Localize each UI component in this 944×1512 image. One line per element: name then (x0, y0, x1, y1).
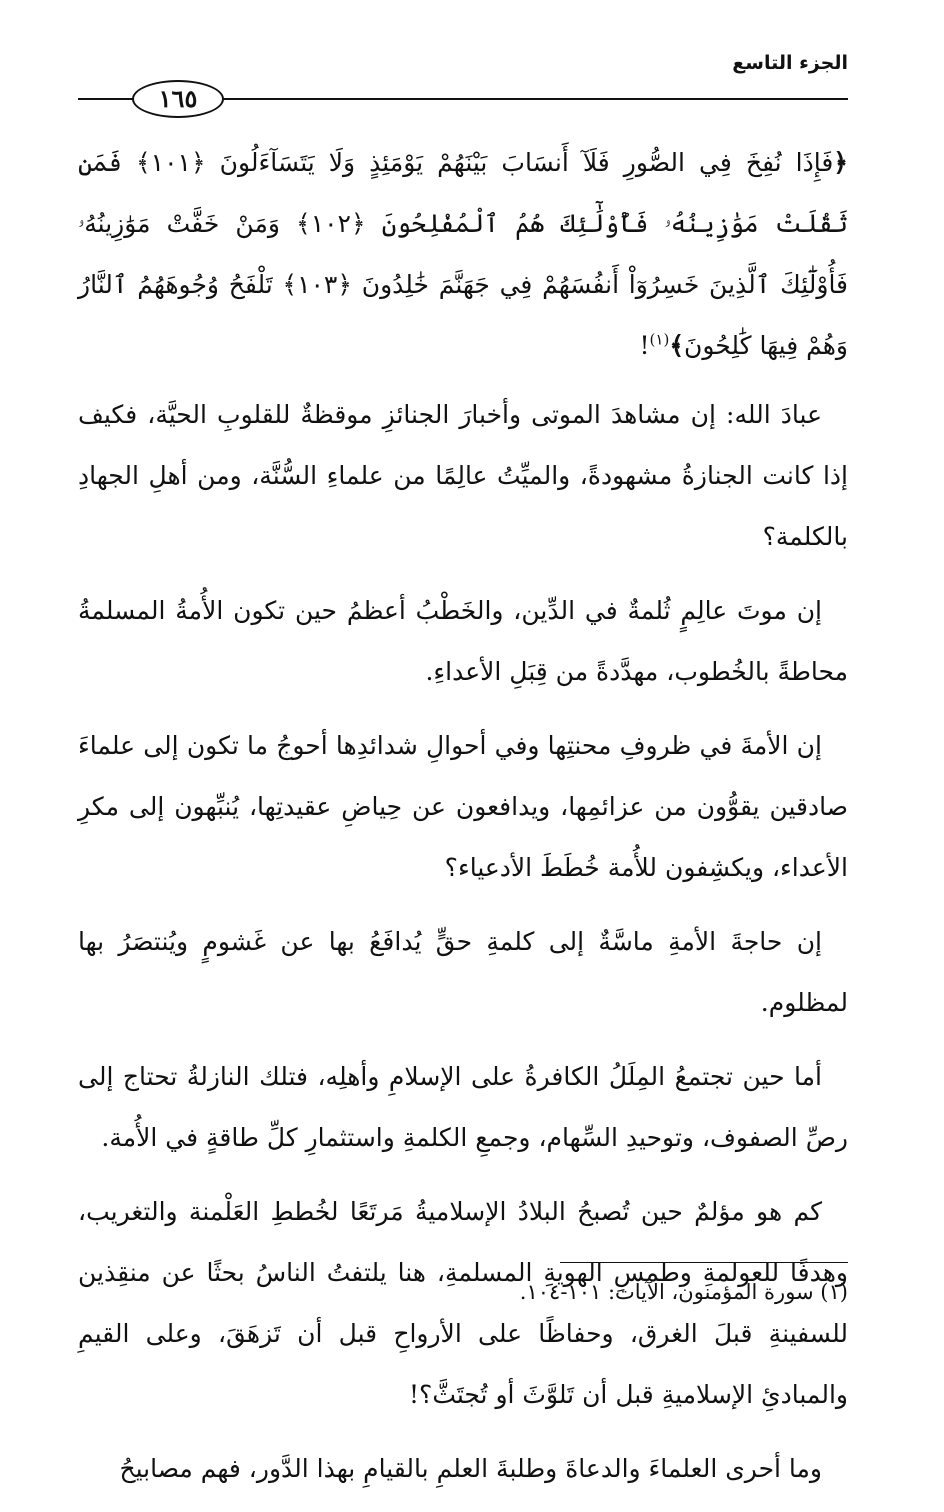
paragraph: إن حاجةَ الأمةِ ماسَّةٌ إلى كلمةِ حقٍّ يُدافَعُ بها عن غَشومٍ ويُنتصَرُ بها لمظلوم. (78, 927, 848, 1017)
paragraph: عبادَ الله: إن مشاهدَ الموتى وأخبارَ الجنائزِ موقظةٌ للقلوبِ الحيَّة، فكيف إذا كانت الجنازةُ مشهودةً، والميِّتُ عالِمًا من علماءِ السُّنَّة، ومن أهلِ الجهادِ بالكلمة؟ (78, 400, 848, 551)
footnote-reference: (١) (649, 330, 670, 349)
verse-end-mark: ! (639, 331, 650, 360)
paragraph: إن موتَ عالِمٍ ثُلمةٌ في الدِّين، والخَطْبُ أعظمُ حين تكون الأُمةُ المسلمةُ محاطةً بالخُطوب، مهدَّدةً من قِبَلِ الأعداءِ. (78, 596, 848, 686)
body-text (78, 132, 848, 1512)
page-number: ١٦٥ (132, 80, 224, 118)
paragraph: وما أحرى العلماءَ والدعاةَ وطلبةَ العلمِ بالقيامِ بهذا الدَّور، فهم مصابيحُ (119, 1454, 822, 1483)
verse-text: فَإِذَا نُفِخَ فِي الصُّورِ فَلَآ أَنسَابَ بَيْنَهُمْ يَوْمَئِذٍ وَلَا يَتَسَآءَلُونَ ﴿١٠١﴾ فَمَن ثَقُلَتْ مَوَٰزِينُهُۥ فَأُوْلَٰٓئِكَ هُمُ ٱلْمُفْلِحُونَ ﴿١٠٢﴾ وَمَنْ خَفَّتْ مَوَٰزِينُهُۥ فَأُوْلَٰٓئِكَ ٱلَّذِينَ خَسِرُوٓاْ أَنفُسَهُمْ فِي جَهَنَّمَ خَٰلِدُونَ ﴿١٠٣﴾ تَلْفَحُ وُجُوهَهُمُ ٱلنَّارُ وَهُمْ فِيهَا كَٰلِحُونَ (78, 148, 849, 360)
paragraph: كم هو مؤلمٌ حين تُصبحُ البلادُ الإسلاميةُ مَرتَعًا لخُططِ العَلْمنة والتغريب، وهدفًا للعولمةِ وطمسِ الهويةِ المسلمةِ، هنا يلتفتُ الناسُ بحثًا عن منقِذين للسفينةِ قبلَ الغرق، وحفاظًا على الأرواحِ قبل أن تَزهَقَ، وعلى القيمِ والمبادئِ الإسلاميةِ قبل أن تَلوَّثَ أو تُجتَثَّ؟! (78, 1197, 848, 1409)
verse-open-bracket: ﴿ (833, 148, 848, 177)
quran-verse (78, 132, 848, 376)
footnote-rule (560, 1262, 848, 1263)
paragraph: أما حين تجتمعُ المِلَلُ الكافرةُ على الإسلامِ وأهلِه، فتلك النازلةُ تحتاج إلى رصِّ الصفوف، وتوحيدِ السِّهام، وجمعِ الكلمةِ واستثمارِ كلِّ طاقةٍ في الأُمة. (78, 1062, 848, 1152)
footnote: (١) سورة المؤمنون، الآيات: ١٠١-١٠٤. (519, 1280, 848, 1304)
verse-close-bracket: ﴾ (669, 331, 684, 360)
paragraph: إن الأمةَ في ظروفِ محنتِها وفي أحوالِ شدائدِها أحوجُ ما تكون إلى علماءَ صادقين يقوُّون من عزائمِها، ويدافعون عن حِياضِ عقيدتِها، يُنبِّهون إلى مكرِ الأعداء، ويكشِفون للأُمة خُطَطَ الأدعياء؟ (78, 731, 848, 882)
running-header: الجزء التاسع (732, 52, 848, 74)
